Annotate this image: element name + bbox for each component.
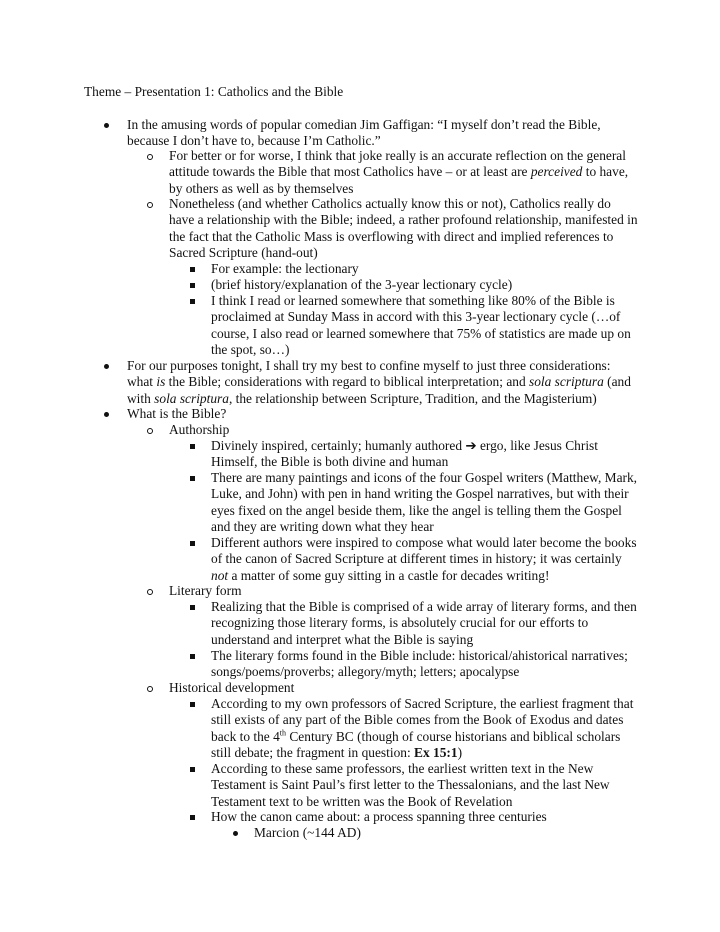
sub-bullet-relationship: Nonetheless (and whether Catholics actually know this or not), Catholics really do have a relationship with the Bible; indeed, a rather profound relationship, manifested in the fact that the Catholic Mass is overflowing with direct and implied references to Sacred Scripture (hand-out) (169, 196, 638, 261)
square-bullet-icon (190, 261, 195, 277)
heading-authorship: Authorship (169, 422, 230, 437)
sub-bullet-joke-reflection: For better or for worse, I think that joke really is an accurate reflection on the general attitude towards the Bible that most Catholics have – or at least are perceived to have, by others as well as by themselves (169, 148, 629, 196)
item-earliest-nt-text: According to these same professors, the earliest written text in the New Testament is Saint Paul’s first letter to the Thessalonians, and the last New Testament text to be written was the Book of Revelation (211, 761, 610, 809)
square-bullet-icon (190, 809, 195, 825)
heading-historical-development: Historical development (169, 680, 295, 695)
circle-bullet-icon (147, 680, 153, 696)
heading-literary-form: Literary form (169, 583, 242, 598)
square-bullet-icon (190, 599, 195, 615)
item-earliest-fragment: According to my own professors of Sacred Scripture, the earliest fragment that still exists of any part of the Bible comes from the Book of Exodus and dates back to the 4th Century BC (though of course historians and biblical scholars still debate; the fragment in question: Ex 15:1) (211, 696, 634, 761)
bullet-icon (104, 406, 109, 422)
item-gospel-paintings: There are many paintings and icons of the four Gospel writers (Matthew, Mark, Luke, and John) with pen in hand writing the Gospel narratives, but with their eyes fixed on the angel beside them, like the angel is telling them the Gospel and they are writing down what they hear (211, 470, 638, 535)
square-bullet-icon (190, 648, 195, 664)
bullet-gaffigan-quote: In the amusing words of popular comedian Jim Gaffigan: “I myself don’t read the Bible, because I don’t have to, because I’m Catholic.” (127, 117, 601, 149)
item-canon-process: How the canon came about: a process spanning three centuries (211, 809, 547, 824)
bullet-icon (104, 358, 109, 374)
square-bullet-icon (190, 696, 195, 712)
item-marcion: Marcion (~144 AD) (254, 825, 361, 840)
document-title: Theme – Presentation 1: Catholics and the Bible (84, 84, 344, 99)
bullet-icon (233, 825, 238, 841)
circle-bullet-icon (147, 422, 153, 438)
square-bullet-icon (190, 470, 195, 486)
item-different-authors: Different authors were inspired to compose what would later become the books of the canon of Sacred Scripture at different times in history; it was certainly not a matter of some guy sitting in a castle for decades writing! (211, 535, 637, 583)
square-bullet-icon (190, 293, 195, 309)
bullet-three-considerations: For our purposes tonight, I shall try my best to confine myself to just three considerations: what is the Bible; considerations with regard to biblical interpretation; and sola scriptura (and with sola scriptura, the relationship between Scripture, Tradition, and the Magisterium) (127, 358, 631, 406)
circle-bullet-icon (147, 148, 153, 164)
item-lectionary: For example: the lectionary (211, 261, 359, 276)
item-divinely-inspired: Divinely inspired, certainly; humanly authored ➔ ergo, like Jesus Christ Himself, the Bible is both divine and human (211, 438, 598, 470)
item-lectionary-history: (brief history/explanation of the 3-year lectionary cycle) (211, 277, 513, 292)
square-bullet-icon (190, 535, 195, 551)
arrow-right-icon: ➔ (465, 438, 477, 453)
item-statistics: I think I read or learned somewhere that something like 80% of the Bible is proclaimed at Sunday Mass in accord with this 3-year lectionary cycle (…of course, I also read or learned somewhere that 75% of statistics are made up on the spot, so…) (211, 293, 631, 358)
circle-bullet-icon (147, 583, 153, 599)
bullet-icon (104, 117, 109, 133)
item-literary-forms-list: The literary forms found in the Bible include: historical/ahistorical narratives; songs/poems/proverbs; allegory/myth; letters; apocalypse (211, 648, 628, 680)
square-bullet-icon (190, 277, 195, 293)
bullet-what-is-bible: What is the Bible? (127, 406, 227, 421)
item-literary-forms-crucial: Realizing that the Bible is comprised of a wide array of literary forms, and then recognizing those literary forms, is absolutely crucial for our efforts to understand and interpret what the Bible is saying (211, 599, 637, 647)
square-bullet-icon (190, 761, 195, 777)
square-bullet-icon (190, 438, 195, 454)
circle-bullet-icon (147, 196, 153, 212)
